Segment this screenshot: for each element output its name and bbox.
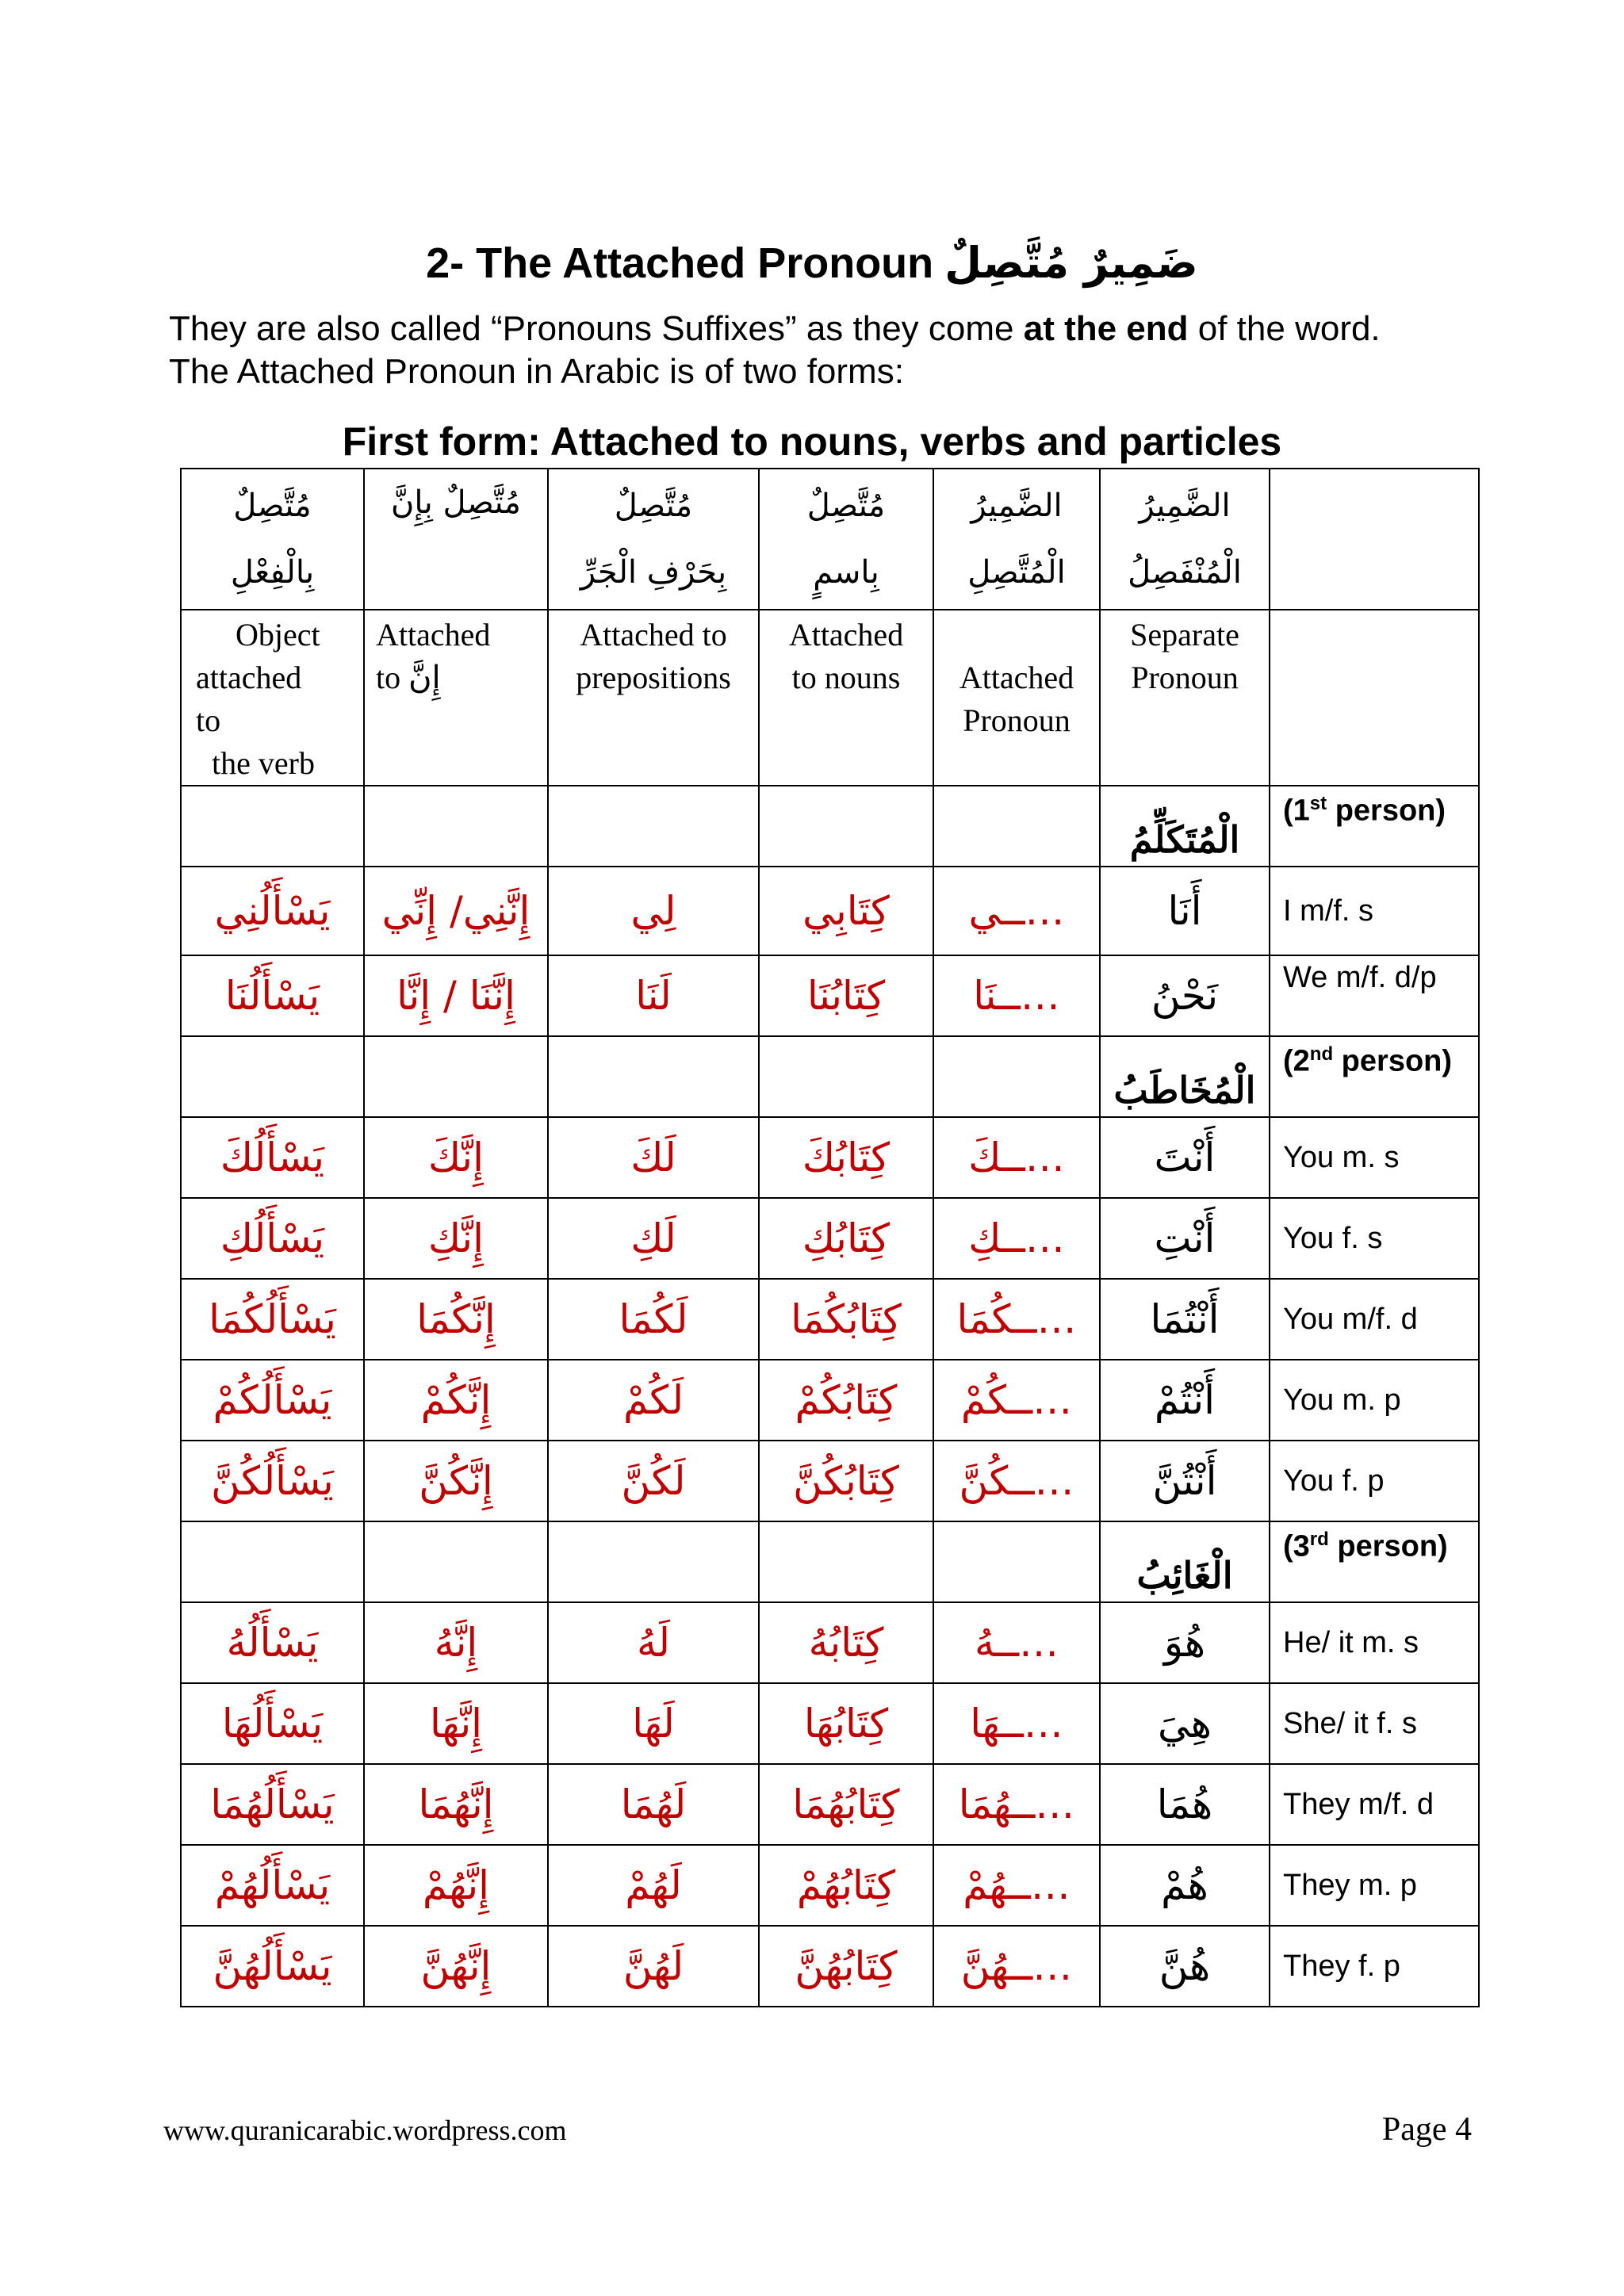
noun-form: كِتَابُهُمَا [759,1764,933,1845]
preposition-form: لَنَا [548,955,759,1036]
title-arabic: ضَمِيرٌ مُتَّصِلٌ [944,238,1198,288]
english-header-cell: Object attached to the verb [181,610,364,786]
preposition-form: لَكُمْ [548,1360,759,1441]
verb-form: يَسْأَلُنِي [181,867,364,955]
attached-pronoun: …ــكِ [933,1198,1100,1279]
noun-form: كِتَابُكَ [759,1117,933,1198]
intro-line-1: They are also called “Pronouns Suffixes” as they come at the end of the word. [169,309,1381,348]
noun-form: كِتَابُكِ [759,1198,933,1279]
table-row [181,1683,1479,1764]
verb-form: يَسْأَلُكَ [181,1117,364,1198]
english-meaning: We m/f. d/p [1270,955,1479,1036]
separate-pronoun: أَنْتَ [1100,1117,1270,1198]
inna-form: إِنَّهَا [364,1683,548,1764]
attached-pronoun: …ــهُنَّ [933,1926,1100,2007]
table-row [181,1441,1479,1521]
inna-form: إِنَّنِي/ إِنِّي [364,867,548,955]
separate-pronoun: أَنْتُمْ [1100,1360,1270,1441]
attached-pronoun: …ــنَا [933,955,1100,1036]
english-header-cell: Separate Pronoun [1100,610,1270,786]
separate-pronoun: هُمْ [1100,1845,1270,1926]
verb-form: يَسْأَلُهُنَّ [181,1926,364,2007]
table-row [181,955,1479,1036]
pronoun-table [180,468,1480,2007]
inna-form: إِنَّكَ [364,1117,548,1198]
verb-form: يَسْأَلُنَا [181,955,364,1036]
section-label-english: (3rd person) [1270,1521,1479,1602]
english-header-cell: Attached to nouns [759,610,933,786]
arabic-header-row [181,469,1479,610]
english-meaning: She/ it f. s [1270,1683,1479,1764]
verb-form: يَسْأَلُكُنَّ [181,1441,364,1521]
separate-pronoun: هُنَّ [1100,1926,1270,2007]
english-header-cell: Attached to prepositions [548,610,759,786]
table-row [181,1926,1479,2007]
separate-pronoun: هُمَا [1100,1764,1270,1845]
page-title [0,238,1624,288]
separate-pronoun: أَنَا [1100,867,1270,955]
inna-form: إِنَّكُنَّ [364,1441,548,1521]
inna-form: إِنَّنَا / إِنَّا [364,955,548,1036]
attached-pronoun: …ــي [933,867,1100,955]
attached-pronoun: …ــهُمَا [933,1764,1100,1845]
separate-pronoun: نَحْنُ [1100,955,1270,1036]
english-meaning: You f. s [1270,1198,1479,1279]
english-meaning: They f. p [1270,1926,1479,2007]
preposition-form: لَهَا [548,1683,759,1764]
table-row [181,1279,1479,1360]
english-header-cell: Attached Pronoun [933,610,1100,786]
section-row-first-person [181,786,1479,867]
empty-cell [1270,469,1479,610]
preposition-form: لَكِ [548,1198,759,1279]
verb-form: يَسْأَلُهُمَا [181,1764,364,1845]
attached-pronoun: …ــهَا [933,1683,1100,1764]
section-row-third-person [181,1521,1479,1602]
verb-form: يَسْأَلُكُمْ [181,1360,364,1441]
table-row [181,1360,1479,1441]
verb-form: يَسْأَلُكِ [181,1198,364,1279]
separate-pronoun: أَنْتُنَّ [1100,1441,1270,1521]
inna-form: إِنَّكُمَا [364,1279,548,1360]
noun-form: كِتَابُهُ [759,1602,933,1683]
english-meaning: They m. p [1270,1845,1479,1926]
noun-form: كِتَابُهُنَّ [759,1926,933,2007]
preposition-form: لَكُنَّ [548,1441,759,1521]
verb-form: يَسْأَلُهُ [181,1602,364,1683]
table-row [181,1198,1479,1279]
noun-form: كِتَابِي [759,867,933,955]
arabic-header-cell: مُتَّصِلٌ بِإِنَّ [364,469,548,610]
attached-pronoun: …ــكَ [933,1117,1100,1198]
inna-form: إِنَّهُنَّ [364,1926,548,2007]
arabic-header-cell: مُتَّصِلٌ بِحَرْفِ الْجَرِّ [548,469,759,610]
english-meaning: They m/f. d [1270,1764,1479,1845]
footer-page-number: Page 4 [1381,2111,1472,2148]
arabic-header-cell: مُتَّصِلٌ بِالْفِعْلِ [181,469,364,610]
english-meaning: You f. p [1270,1441,1479,1521]
noun-form: كِتَابُكُمَا [759,1279,933,1360]
section-label-english: (1st person) [1270,786,1479,867]
inna-form: إِنَّهُ [364,1602,548,1683]
section-label-arabic: الْمُخَاطَبُ [1100,1036,1270,1117]
preposition-form: لَكُمَا [548,1279,759,1360]
footer-website: www.quranicarabic.wordpress.com [163,2114,567,2146]
intro-line-2: The Attached Pronoun in Arabic is of two forms: [169,352,904,391]
separate-pronoun: هِيَ [1100,1683,1270,1764]
verb-form: يَسْأَلُهُمْ [181,1845,364,1926]
table-row [181,867,1479,955]
separate-pronoun: هُوَ [1100,1602,1270,1683]
english-header-row [181,610,1479,786]
inna-form: إِنَّكِ [364,1198,548,1279]
section-label-arabic: الْغَائِبُ [1100,1521,1270,1602]
arabic-header-cell: مُتَّصِلٌ بِاسمٍ [759,469,933,610]
form-heading: First form: Attached to nouns, verbs and particles [342,419,1282,464]
noun-form: كِتَابُهَا [759,1683,933,1764]
inna-form: إِنَّهُمْ [364,1845,548,1926]
arabic-header-cell: الضَّمِيرُ الْمُنْفَصِلُ [1100,469,1270,610]
section-label-english: (2nd person) [1270,1036,1479,1117]
separate-pronoun: أَنْتِ [1100,1198,1270,1279]
title-english: 2- The Attached Pronoun [426,239,934,287]
english-meaning: You m/f. d [1270,1279,1479,1360]
english-meaning: He/ it m. s [1270,1602,1479,1683]
noun-form: كِتَابُكُمْ [759,1360,933,1441]
section-label-arabic: الْمُتَكَلِّمُ [1100,786,1270,867]
attached-pronoun: …ــكُمْ [933,1360,1100,1441]
english-meaning: I m/f. s [1270,867,1479,955]
table-row [181,1845,1479,1926]
english-header-cell: Attached to إِنَّ [364,610,548,786]
arabic-header-cell: الضَّمِيرُ الْمُتَّصِلِ [933,469,1100,610]
noun-form: كِتَابُنَا [759,955,933,1036]
section-row-second-person [181,1036,1479,1117]
inna-form: إِنَّكُمْ [364,1360,548,1441]
separate-pronoun: أَنْتُمَا [1100,1279,1270,1360]
intro-paragraph [169,308,1501,393]
preposition-form: لِي [548,867,759,955]
attached-pronoun: …ــكُمَا [933,1279,1100,1360]
attached-pronoun: …ــهُمْ [933,1845,1100,1926]
preposition-form: لَكَ [548,1117,759,1198]
empty-cell [1270,610,1479,786]
verb-form: يَسْأَلُكُمَا [181,1279,364,1360]
table-row [181,1117,1479,1198]
table-row [181,1602,1479,1683]
inna-form: إِنَّهُمَا [364,1764,548,1845]
english-meaning: You m. s [1270,1117,1479,1198]
preposition-form: لَهُ [548,1602,759,1683]
noun-form: كِتَابُكُنَّ [759,1441,933,1521]
preposition-form: لَهُمْ [548,1845,759,1926]
english-meaning: You m. p [1270,1360,1479,1441]
preposition-form: لَهُمَا [548,1764,759,1845]
attached-pronoun: …ــكُنَّ [933,1441,1100,1521]
attached-pronoun: …ــهُ [933,1602,1100,1683]
noun-form: كِتَابُهُمْ [759,1845,933,1926]
verb-form: يَسْأَلُهَا [181,1683,364,1764]
table-row [181,1764,1479,1845]
intro-emphasis: at the end [1023,309,1189,348]
preposition-form: لَهُنَّ [548,1926,759,2007]
